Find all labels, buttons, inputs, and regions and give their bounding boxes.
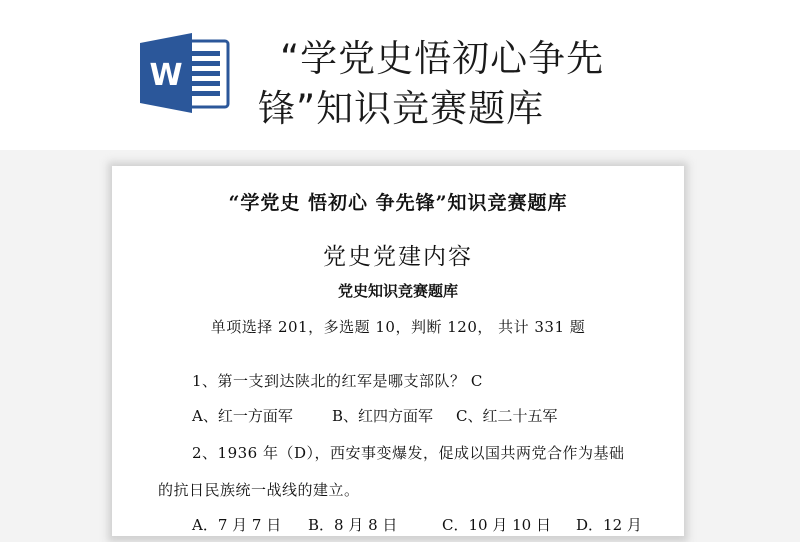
word-icon bbox=[140, 33, 232, 113]
question-2-text-line2: 的抗日民族统一战线的建立。 bbox=[158, 481, 360, 499]
question-2-option-d: D．12 月 bbox=[576, 516, 642, 534]
banner-title: “学党史悟初心争先锋”知识竞赛题库 bbox=[258, 37, 605, 130]
question-1-option-a: A、红一方面军 bbox=[192, 407, 293, 425]
document-subheading: 党史知识竞赛题库 bbox=[337, 282, 458, 300]
document-subtitle: 党史党建内容 bbox=[323, 244, 473, 270]
question-2-text-line1: 2、1936 年（D），西安事变爆发，促成以国共两党合作为基础 bbox=[192, 444, 625, 462]
question-1-option-b: B、红四方面军 bbox=[332, 407, 434, 425]
question-summary: 单项选择 201，多选题 10，判断 120， 共计 331 题 bbox=[210, 318, 586, 336]
banner bbox=[0, 0, 800, 150]
question-2-option-a: A．7 月 7 日 bbox=[192, 516, 282, 534]
question-1-text: 1、第一支到达陕北的红军是哪支部队？ C bbox=[192, 372, 483, 390]
question-1-option-c: C、红二十五军 bbox=[456, 407, 558, 425]
document-title: “学党史 悟初心 争先锋”知识竞赛题库 bbox=[228, 192, 568, 214]
document-page bbox=[112, 166, 684, 536]
word-icon-letter: W bbox=[149, 58, 183, 93]
question-2-option-b: B．8 月 8 日 bbox=[308, 516, 398, 534]
question-2-option-c: C．10 月 10 日 bbox=[442, 516, 551, 534]
